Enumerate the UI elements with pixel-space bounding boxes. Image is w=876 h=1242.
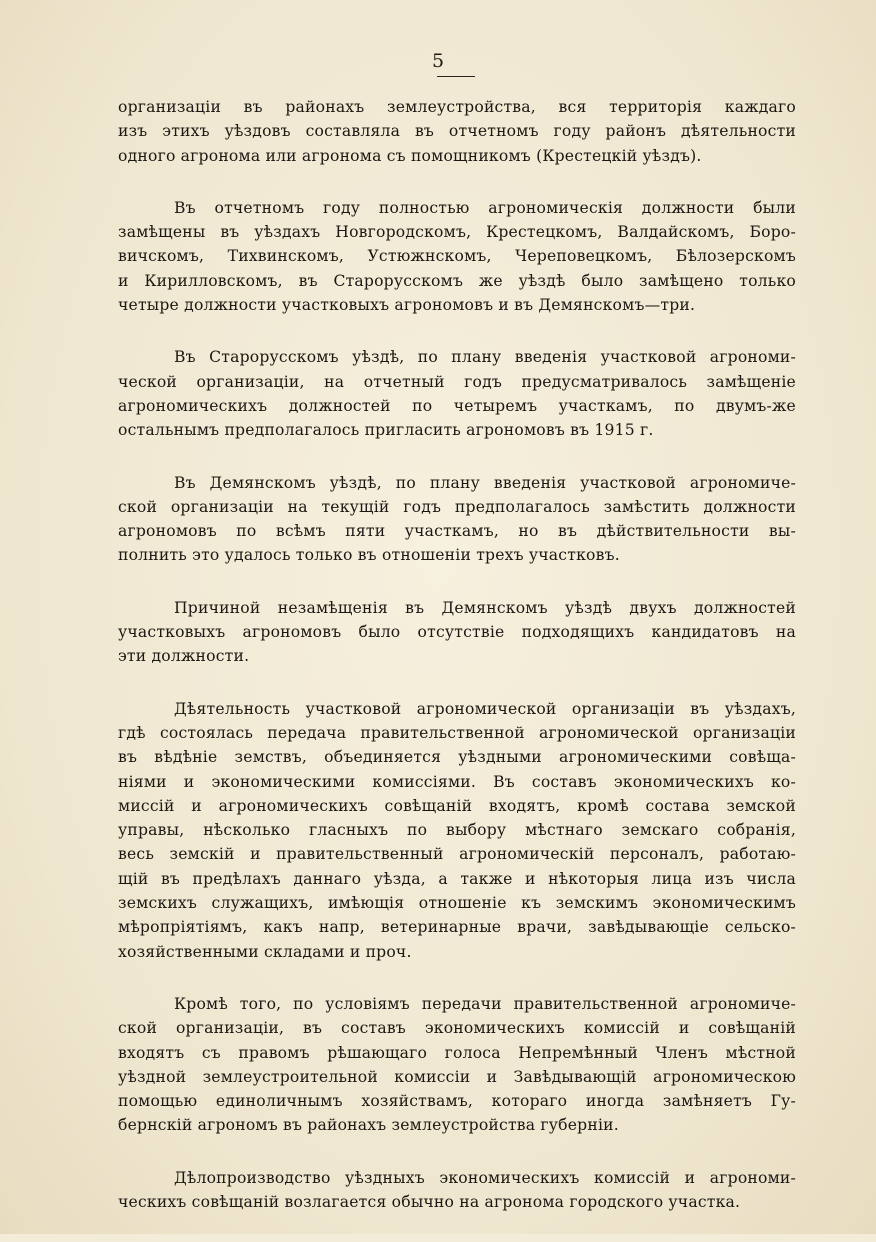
text-line: щiй въ предѣлахъ даннаго уѣзда, а также и нѣкоторыя лица изъ числа xyxy=(118,869,796,888)
page-number-rule xyxy=(437,76,475,77)
paragraph xyxy=(118,992,796,1138)
paragraph xyxy=(118,345,796,442)
text-line: агрономовъ по всѣмъ пяти участкамъ, но въ дѣйствительности вы- xyxy=(118,522,796,541)
paragraph xyxy=(118,1166,796,1215)
text-line: организацiи въ районахъ землеустройства, вся территорiя каждаго xyxy=(118,98,796,116)
text-line: Въ Старорусскомъ уѣздѣ, по плану введенiя участковой агрономи- xyxy=(174,348,796,367)
text-line: полнить это удалось только въ отношенiи трехъ участковъ. xyxy=(118,546,620,565)
text-line: гдѣ состоялась передача правительственной агрономической организацiи xyxy=(118,723,796,742)
text-line: одного агронома или агронома съ помощникомъ (Крестецкiй уѣздъ). xyxy=(118,146,702,165)
paragraph xyxy=(118,471,796,568)
text-line: весь земскiй и правительственный агрономическiй персоналъ, работаю- xyxy=(118,845,796,864)
text-line: земскихъ служащихъ, имѣющiя отношенiе къ земскимъ экономическимъ xyxy=(118,894,796,913)
text-line: Дѣятельность участковой агрономической организацiи въ уѣздахъ, xyxy=(174,699,796,718)
text-line: изъ этихъ уѣздовъ составляла въ отчетномъ году районъ дѣятельности xyxy=(118,122,796,141)
paragraph xyxy=(118,95,796,168)
text-line: агрономическихъ должностей по четыремъ участкамъ, по двумъ-же xyxy=(118,396,796,415)
text-line: Причиной незамѣщенiя въ Демянскомъ уѣздѣ двухъ должностей xyxy=(174,598,796,617)
paragraph xyxy=(118,697,796,964)
text-line: Въ отчетномъ году полностью агрономическiя должности были xyxy=(174,198,796,217)
text-line: Кромѣ того, по условiямъ передачи правительственной агрономиче- xyxy=(174,994,796,1013)
text-line: участковыхъ агрономовъ было отсутствiе подходящихъ кандидатовъ на xyxy=(118,623,796,642)
text-line: четыре должности участковыхъ агрономовъ и въ Демянскомъ—три. xyxy=(118,296,696,315)
text-line: бернскiй агрономъ въ районахъ землеустройства губернiи. xyxy=(118,1116,619,1135)
text-line: вичскомъ, Тихвинскомъ, Устюжнскомъ, Череповецкомъ, Бѣлозерскомъ xyxy=(118,247,796,266)
text-line: ской организацiи, въ составъ экономическихъ комиссiй и совѣщанiй xyxy=(118,1019,796,1038)
text-line: остальнымъ предполагалось пригласить агрономовъ въ 1915 г. xyxy=(118,421,654,440)
text-line: нiями и экономическими комиссiями. Въ составъ экономическихъ ко- xyxy=(118,772,796,791)
text-line: эти должности. xyxy=(118,647,250,666)
paragraph xyxy=(118,596,796,669)
text-line: Дѣлопроизводство уѣздныхъ экономическихъ комиссiй и агрономи- xyxy=(174,1168,796,1187)
text-line: входятъ съ правомъ рѣшающаго голоса Непремѣнный Членъ мѣстной xyxy=(118,1043,796,1062)
text-line: управы, нѣсколько гласныхъ по выбору мѣстнаго земскаго собранiя, xyxy=(118,821,796,840)
text-line: хозяйственными складами и проч. xyxy=(118,942,412,961)
paragraph xyxy=(118,196,796,317)
body-text xyxy=(118,95,796,1242)
text-line: ческой организацiи, на отчетный годъ предусматривалось замѣщенiе xyxy=(118,372,796,391)
text-line: и Кирилловскомъ, въ Старорусскомъ же уѣздѣ было замѣщено только xyxy=(118,271,796,290)
text-line: миссiй и агрономическихъ совѣщанiй входятъ, кромѣ состава земской xyxy=(118,796,796,815)
text-line: въ вѣдѣнiе земствъ, объединяется уѣздными агрономическими совѣща- xyxy=(118,748,796,767)
text-line: уѣздной землеустроительной комиссiи и Завѣдывающiй агрономическою xyxy=(118,1067,796,1086)
text-line: замѣщены въ уѣздахъ Новгородскомъ, Крестецкомъ, Валдайскомъ, Боро- xyxy=(118,223,796,242)
text-line: ской организацiи на текущiй годъ предполагалось замѣстить должности xyxy=(118,497,796,516)
text-line: ческихъ совѣщанiй возлагается обычно на агронома городского участка. xyxy=(118,1192,741,1211)
text-line: Въ Демянскомъ уѣздѣ, по плану введенiя участковой агрономиче- xyxy=(174,473,796,492)
text-line: помощью единоличнымъ хозяйствамъ, котораго иногда замѣняетъ Гу- xyxy=(118,1092,796,1111)
page-number: 5 xyxy=(431,50,445,72)
text-line: мѣропрiятiямъ, какъ напр, ветеринарные врачи, завѣдывающiе сельско- xyxy=(118,918,796,937)
